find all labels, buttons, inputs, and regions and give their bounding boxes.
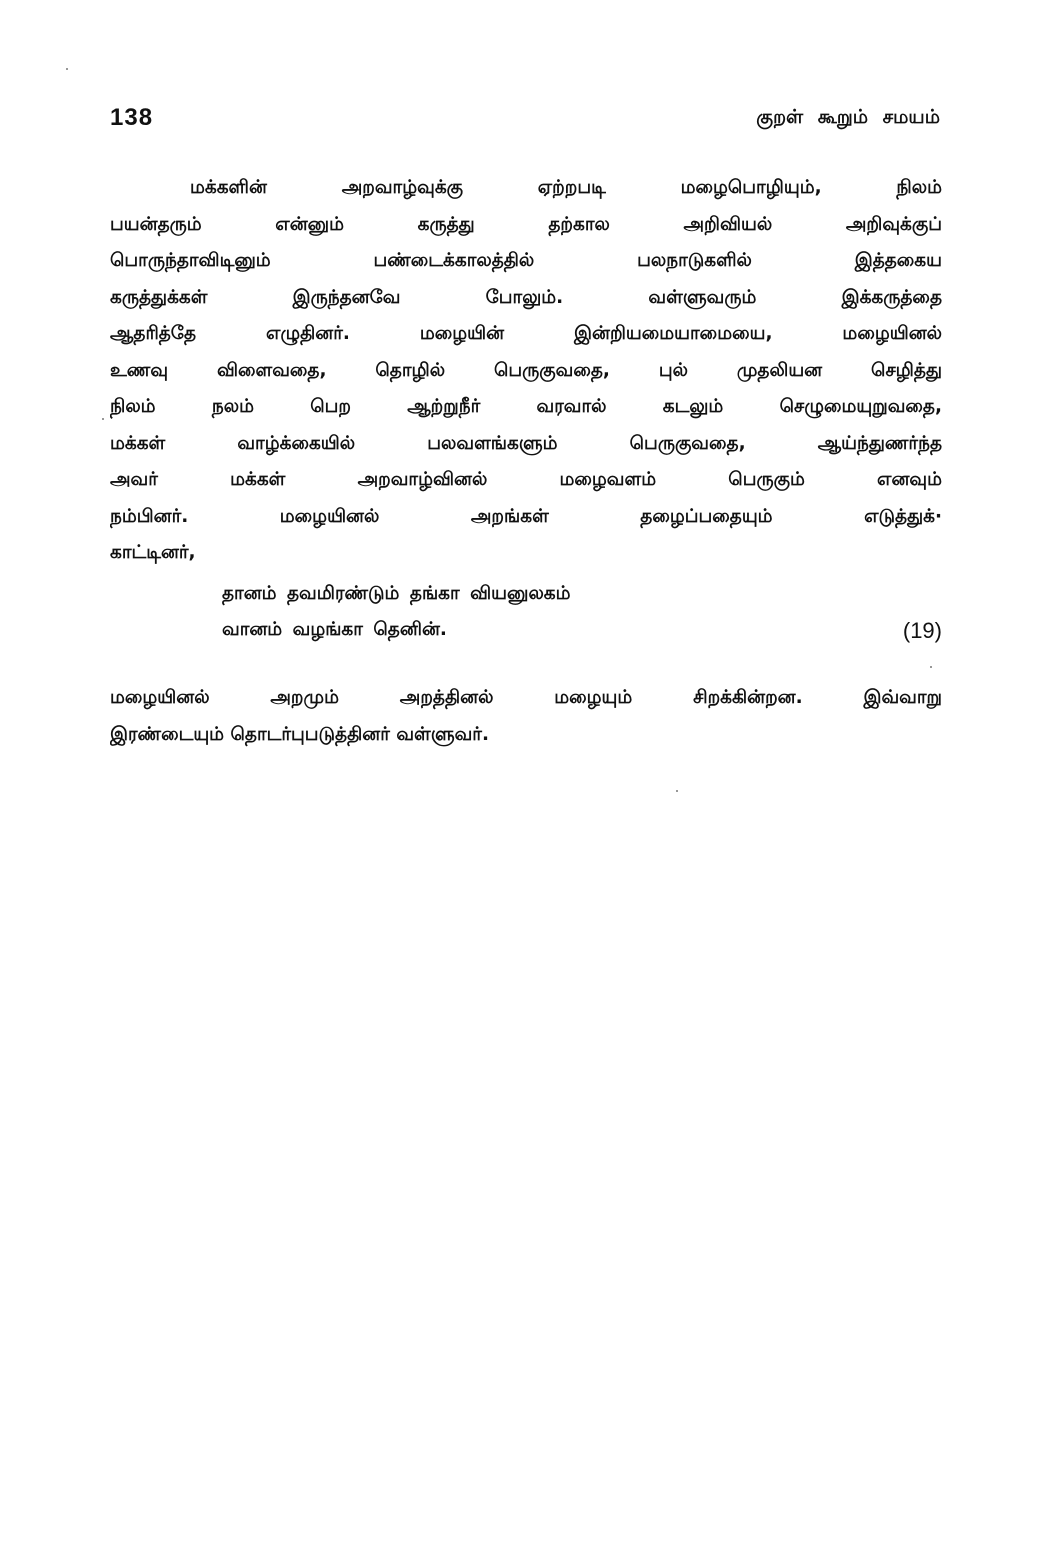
paragraph-line: உணவு விளைவதை, தொழில் பெருகுவதை, புல் முதலியன செழித்து [110, 359, 942, 381]
verse-number: (19) [902, 618, 942, 643]
running-head: குறள் கூறும் சமயம் [756, 106, 940, 128]
paragraph-line: மக்கள் வாழ்க்கையில் பலவளங்களும் பெருகுவதை, ஆய்ந்துணர்ந்த [110, 432, 942, 454]
paragraph-line: காட்டினர், [110, 542, 196, 563]
body-paragraph [110, 170, 942, 572]
kural-verse [222, 576, 942, 648]
paragraph-line: அவர் மக்கள் அறவாழ்வினல் மழைவளம் பெருகும் எனவும் [110, 469, 942, 490]
verse-line-1: தானம் தவமிரண்டும் தங்கா வியனுலகம் [222, 583, 571, 604]
page-header [110, 104, 940, 138]
paragraph-line: மக்களின் அறவாழ்வுக்கு ஏற்றபடி மழைபொழியும், நிலம் [190, 177, 942, 198]
scan-speck [930, 666, 932, 668]
paragraph-line: நம்பினர். மழையினல் அறங்கள் தழைப்பதையும் எடுத்துக்· [110, 505, 942, 527]
scan-speck [676, 790, 678, 792]
closing-line: இரண்டையும் தொடர்புபடுத்தினர் வள்ளுவர். [110, 723, 489, 745]
paragraph-line: கருத்துக்கள் இருந்தனவே போலும். வள்ளுவரும் இக்கருத்தை [110, 286, 942, 308]
paragraph-line: பயன்தரும் என்னும் கருத்து தற்கால அறிவியல் அறிவுக்குப் [110, 213, 942, 235]
scan-speck [102, 418, 104, 420]
page-number: 138 [110, 104, 154, 131]
paragraph-line: ஆதரித்தே எழுதினர். மழையின் இன்றியமையாமையை, மழையினல் [110, 323, 942, 344]
closing-line: மழையினல் அறமும் அறத்தினல் மழையும் சிறக்கின்றன. இவ்வாறு [110, 687, 942, 708]
verse-line-2: வானம் வழங்கா தெனின். [222, 619, 447, 640]
paragraph-line: பொருந்தாவிடினும் பண்டைக்காலத்தில் பலநாடுகளில் இத்தகைய [110, 250, 942, 271]
scan-speck [66, 68, 68, 70]
paragraph-line: நிலம் நலம் பெற ஆற்றுநீர் வரவால் கடலும் செழுமையுறுவதை, [110, 396, 942, 417]
closing-paragraph [110, 680, 942, 753]
